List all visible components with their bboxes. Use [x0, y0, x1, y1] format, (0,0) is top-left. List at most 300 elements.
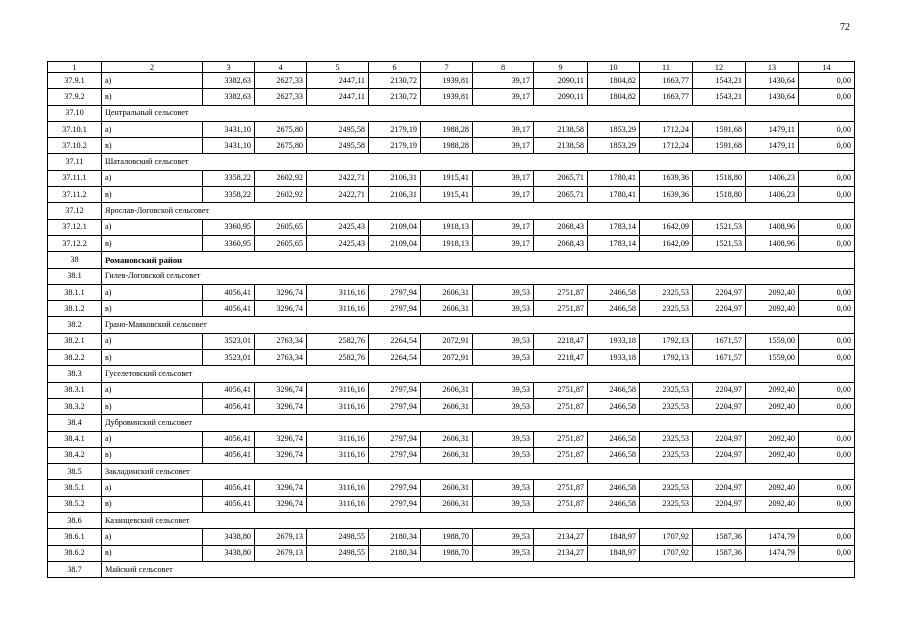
value-cell: 1939,81	[421, 73, 473, 89]
value-cell: 1933,18	[588, 333, 640, 349]
table-row	[48, 187, 855, 203]
value-cell: 1591,68	[693, 121, 746, 137]
value-cell: 39,17	[473, 170, 534, 186]
section-row	[48, 561, 855, 577]
value-cell: 2180,34	[369, 545, 421, 561]
column-header: 11	[640, 62, 693, 73]
value-cell: 2218,47	[534, 350, 588, 366]
value-cell: 2325,53	[640, 382, 693, 398]
value-cell: 0,00	[799, 350, 855, 366]
value-cell: 2092,40	[746, 480, 799, 496]
row-code: 37.11.1	[48, 170, 102, 186]
value-cell: 1712,24	[640, 138, 693, 154]
value-cell: 1642,09	[640, 219, 693, 235]
value-cell: 4056,41	[203, 480, 255, 496]
value-cell: 0,00	[799, 73, 855, 89]
row-code: 38	[48, 252, 102, 268]
row-code: 37.11.2	[48, 187, 102, 203]
table-row	[48, 333, 855, 349]
value-cell: 1518,80	[693, 187, 746, 203]
value-cell: 1642,09	[640, 235, 693, 251]
table-row	[48, 121, 855, 137]
row-label: а)	[102, 382, 203, 398]
section-name: Ярослав-Логовской сельсовет	[102, 203, 855, 219]
row-code: 38.4.2	[48, 447, 102, 463]
column-header: 12	[693, 62, 746, 73]
value-cell: 1543,21	[693, 89, 746, 105]
table-row	[48, 284, 855, 300]
value-cell: 39,53	[473, 496, 534, 512]
value-cell: 2072,91	[421, 350, 473, 366]
value-cell: 2797,94	[369, 301, 421, 317]
value-cell: 1559,00	[746, 350, 799, 366]
row-label: а)	[102, 121, 203, 137]
value-cell: 2606,31	[421, 301, 473, 317]
value-cell: 2751,87	[534, 447, 588, 463]
value-cell: 1915,41	[421, 187, 473, 203]
value-cell: 2422,71	[307, 187, 369, 203]
column-header: 3	[203, 62, 255, 73]
value-cell: 0,00	[799, 219, 855, 235]
value-cell: 3382,63	[203, 89, 255, 105]
value-cell: 3296,74	[255, 284, 307, 300]
value-cell: 0,00	[799, 447, 855, 463]
section-name: Гуселетовский сельсовет	[102, 366, 855, 382]
value-cell: 1430,64	[746, 73, 799, 89]
section-row	[48, 464, 855, 480]
section-name: Майский сельсовет	[102, 561, 855, 577]
district-name: Романовский район	[102, 252, 855, 268]
value-cell: 2797,94	[369, 284, 421, 300]
table-row	[48, 382, 855, 398]
value-cell: 1783,14	[588, 235, 640, 251]
value-cell: 1406,23	[746, 187, 799, 203]
value-cell: 39,17	[473, 187, 534, 203]
value-cell: 1933,18	[588, 350, 640, 366]
value-cell: 2106,31	[369, 187, 421, 203]
value-cell: 39,17	[473, 219, 534, 235]
value-cell: 3431,10	[203, 121, 255, 137]
row-label: в)	[102, 398, 203, 414]
table-row	[48, 73, 855, 89]
value-cell: 2134,27	[534, 529, 588, 545]
value-cell: 1853,29	[588, 138, 640, 154]
value-cell: 1479,11	[746, 121, 799, 137]
value-cell: 2106,31	[369, 170, 421, 186]
value-cell: 2090,11	[534, 89, 588, 105]
value-cell: 2109,04	[369, 219, 421, 235]
row-code: 38.5.1	[48, 480, 102, 496]
value-cell: 2675,80	[255, 138, 307, 154]
value-cell: 2605,65	[255, 219, 307, 235]
value-cell: 1518,80	[693, 170, 746, 186]
table-row	[48, 89, 855, 105]
row-code: 37.10.2	[48, 138, 102, 154]
row-label: в)	[102, 496, 203, 512]
value-cell: 2466,58	[588, 447, 640, 463]
value-cell: 2606,31	[421, 480, 473, 496]
value-cell: 39,53	[473, 333, 534, 349]
value-cell: 2627,33	[255, 73, 307, 89]
table-row	[48, 496, 855, 512]
value-cell: 2068,43	[534, 235, 588, 251]
value-cell: 2751,87	[534, 431, 588, 447]
value-cell: 1780,41	[588, 187, 640, 203]
value-cell: 2065,71	[534, 187, 588, 203]
value-cell: 2751,87	[534, 398, 588, 414]
row-code: 38.7	[48, 561, 102, 577]
header-row	[48, 62, 855, 73]
value-cell: 2605,65	[255, 235, 307, 251]
value-cell: 3296,74	[255, 398, 307, 414]
value-cell: 2495,58	[307, 138, 369, 154]
value-cell: 0,00	[799, 284, 855, 300]
value-cell: 2606,31	[421, 398, 473, 414]
value-cell: 1408,96	[746, 219, 799, 235]
value-cell: 2092,40	[746, 284, 799, 300]
table-row	[48, 529, 855, 545]
row-code: 37.10.1	[48, 121, 102, 137]
value-cell: 1712,24	[640, 121, 693, 137]
value-cell: 39,53	[473, 545, 534, 561]
row-code: 38.1	[48, 268, 102, 284]
value-cell: 2204,97	[693, 284, 746, 300]
table-row	[48, 219, 855, 235]
value-cell: 2204,97	[693, 480, 746, 496]
value-cell: 4056,41	[203, 301, 255, 317]
value-cell: 2582,76	[307, 333, 369, 349]
value-cell: 2627,33	[255, 89, 307, 105]
value-cell: 2204,97	[693, 398, 746, 414]
value-cell: 2606,31	[421, 447, 473, 463]
row-code: 38.3	[48, 366, 102, 382]
column-header: 10	[588, 62, 640, 73]
value-cell: 1591,68	[693, 138, 746, 154]
value-cell: 0,00	[799, 235, 855, 251]
value-cell: 2797,94	[369, 382, 421, 398]
section-row	[48, 317, 855, 333]
value-cell: 39,53	[473, 301, 534, 317]
value-cell: 2072,91	[421, 333, 473, 349]
value-cell: 1988,70	[421, 545, 473, 561]
row-code: 38.6	[48, 513, 102, 529]
value-cell: 2797,94	[369, 447, 421, 463]
page-number: 72	[840, 22, 850, 33]
value-cell: 0,00	[799, 529, 855, 545]
value-cell: 2675,80	[255, 121, 307, 137]
value-cell: 0,00	[799, 301, 855, 317]
row-label: а)	[102, 284, 203, 300]
value-cell: 2447,11	[307, 73, 369, 89]
row-code: 38.5.2	[48, 496, 102, 512]
value-cell: 39,53	[473, 529, 534, 545]
value-cell: 2325,53	[640, 480, 693, 496]
value-cell: 1671,57	[693, 333, 746, 349]
value-cell: 2606,31	[421, 284, 473, 300]
value-cell: 39,17	[473, 138, 534, 154]
value-cell: 3116,16	[307, 496, 369, 512]
column-header: 5	[307, 62, 369, 73]
value-cell: 1587,36	[693, 545, 746, 561]
value-cell: 0,00	[799, 138, 855, 154]
value-cell: 2751,87	[534, 284, 588, 300]
tariff-table	[47, 61, 855, 578]
value-cell: 3360,95	[203, 235, 255, 251]
table-row	[48, 170, 855, 186]
row-code: 38.6.2	[48, 545, 102, 561]
value-cell: 2425,43	[307, 219, 369, 235]
section-name: Закладинский сельсовет	[102, 464, 855, 480]
value-cell: 2679,13	[255, 545, 307, 561]
value-cell: 1918,13	[421, 235, 473, 251]
section-name: Центральный сельсовет	[102, 105, 855, 121]
row-code: 38.1.1	[48, 284, 102, 300]
row-label: а)	[102, 219, 203, 235]
value-cell: 3523,01	[203, 350, 255, 366]
column-header: 7	[421, 62, 473, 73]
value-cell: 1474,79	[746, 545, 799, 561]
section-row	[48, 268, 855, 284]
value-cell: 2751,87	[534, 496, 588, 512]
column-header: 2	[102, 62, 203, 73]
row-label: в)	[102, 138, 203, 154]
value-cell: 1915,41	[421, 170, 473, 186]
value-cell: 3296,74	[255, 480, 307, 496]
row-code: 38.3.1	[48, 382, 102, 398]
value-cell: 3296,74	[255, 431, 307, 447]
row-code: 37.12.2	[48, 235, 102, 251]
value-cell: 4056,41	[203, 431, 255, 447]
value-cell: 1474,79	[746, 529, 799, 545]
value-cell: 1988,28	[421, 138, 473, 154]
value-cell: 4056,41	[203, 496, 255, 512]
value-cell: 1792,13	[640, 333, 693, 349]
row-code: 37.12.1	[48, 219, 102, 235]
column-header: 6	[369, 62, 421, 73]
value-cell: 2797,94	[369, 496, 421, 512]
value-cell: 3116,16	[307, 284, 369, 300]
value-cell: 39,53	[473, 447, 534, 463]
value-cell: 2130,72	[369, 89, 421, 105]
value-cell: 3438,80	[203, 529, 255, 545]
row-code: 37.9.1	[48, 73, 102, 89]
value-cell: 2466,58	[588, 496, 640, 512]
value-cell: 1804,82	[588, 89, 640, 105]
value-cell: 2092,40	[746, 447, 799, 463]
value-cell: 2138,58	[534, 138, 588, 154]
section-name: Дубровинский сельсовет	[102, 415, 855, 431]
row-label: а)	[102, 480, 203, 496]
value-cell: 3116,16	[307, 431, 369, 447]
value-cell: 1521,53	[693, 235, 746, 251]
value-cell: 2134,27	[534, 545, 588, 561]
row-label: в)	[102, 545, 203, 561]
value-cell: 0,00	[799, 170, 855, 186]
column-header: 9	[534, 62, 588, 73]
value-cell: 0,00	[799, 545, 855, 561]
value-cell: 1559,00	[746, 333, 799, 349]
row-code: 38.2.1	[48, 333, 102, 349]
value-cell: 2204,97	[693, 447, 746, 463]
value-cell: 2763,34	[255, 350, 307, 366]
row-code: 38.2.2	[48, 350, 102, 366]
value-cell: 3431,10	[203, 138, 255, 154]
district-row	[48, 252, 855, 268]
table-row	[48, 301, 855, 317]
row-label: а)	[102, 333, 203, 349]
value-cell: 1707,92	[640, 529, 693, 545]
value-cell: 39,17	[473, 89, 534, 105]
table-row	[48, 480, 855, 496]
value-cell: 2425,43	[307, 235, 369, 251]
value-cell: 2751,87	[534, 382, 588, 398]
value-cell: 3360,95	[203, 219, 255, 235]
value-cell: 2466,58	[588, 284, 640, 300]
row-code: 38.1.2	[48, 301, 102, 317]
value-cell: 1663,77	[640, 73, 693, 89]
value-cell: 3382,63	[203, 73, 255, 89]
value-cell: 2204,97	[693, 301, 746, 317]
row-label: а)	[102, 529, 203, 545]
row-code: 38.2	[48, 317, 102, 333]
value-cell: 1939,81	[421, 89, 473, 105]
table-row	[48, 398, 855, 414]
row-code: 37.12	[48, 203, 102, 219]
value-cell: 2466,58	[588, 431, 640, 447]
value-cell: 2264,54	[369, 350, 421, 366]
value-cell: 2447,11	[307, 89, 369, 105]
value-cell: 39,53	[473, 382, 534, 398]
value-cell: 39,17	[473, 73, 534, 89]
row-code: 38.3.2	[48, 398, 102, 414]
value-cell: 2109,04	[369, 235, 421, 251]
value-cell: 1988,28	[421, 121, 473, 137]
value-cell: 2422,71	[307, 170, 369, 186]
value-cell: 2180,34	[369, 529, 421, 545]
row-code: 38.6.1	[48, 529, 102, 545]
value-cell: 0,00	[799, 382, 855, 398]
value-cell: 3296,74	[255, 301, 307, 317]
value-cell: 2065,71	[534, 170, 588, 186]
value-cell: 39,17	[473, 235, 534, 251]
row-label: а)	[102, 431, 203, 447]
value-cell: 2092,40	[746, 496, 799, 512]
value-cell: 3358,22	[203, 187, 255, 203]
row-label: в)	[102, 350, 203, 366]
value-cell: 0,00	[799, 121, 855, 137]
value-cell: 2218,47	[534, 333, 588, 349]
value-cell: 2495,58	[307, 121, 369, 137]
value-cell: 3296,74	[255, 382, 307, 398]
value-cell: 39,53	[473, 480, 534, 496]
value-cell: 2325,53	[640, 431, 693, 447]
value-cell: 3523,01	[203, 333, 255, 349]
section-row	[48, 415, 855, 431]
value-cell: 1848,97	[588, 545, 640, 561]
value-cell: 2582,76	[307, 350, 369, 366]
table-row	[48, 545, 855, 561]
value-cell: 2498,55	[307, 545, 369, 561]
value-cell: 1663,77	[640, 89, 693, 105]
column-header: 13	[746, 62, 799, 73]
value-cell: 2602,92	[255, 187, 307, 203]
value-cell: 3358,22	[203, 170, 255, 186]
value-cell: 0,00	[799, 398, 855, 414]
column-header: 4	[255, 62, 307, 73]
row-code: 38.4.1	[48, 431, 102, 447]
value-cell: 2130,72	[369, 73, 421, 89]
value-cell: 2325,53	[640, 284, 693, 300]
section-row	[48, 203, 855, 219]
value-cell: 0,00	[799, 480, 855, 496]
row-label: в)	[102, 187, 203, 203]
value-cell: 39,17	[473, 121, 534, 137]
value-cell: 0,00	[799, 496, 855, 512]
section-row	[48, 513, 855, 529]
section-row	[48, 366, 855, 382]
value-cell: 1804,82	[588, 73, 640, 89]
section-name: Грано-Маяковский сельсовет	[102, 317, 855, 333]
value-cell: 1918,13	[421, 219, 473, 235]
value-cell: 2751,87	[534, 301, 588, 317]
value-cell: 1587,36	[693, 529, 746, 545]
value-cell: 2466,58	[588, 480, 640, 496]
value-cell: 2325,53	[640, 398, 693, 414]
value-cell: 3438,80	[203, 545, 255, 561]
value-cell: 1853,29	[588, 121, 640, 137]
row-label: в)	[102, 301, 203, 317]
value-cell: 39,53	[473, 284, 534, 300]
value-cell: 2325,53	[640, 301, 693, 317]
value-cell: 2264,54	[369, 333, 421, 349]
value-cell: 2751,87	[534, 480, 588, 496]
row-code: 37.9.2	[48, 89, 102, 105]
value-cell: 1408,96	[746, 235, 799, 251]
value-cell: 2090,11	[534, 73, 588, 89]
value-cell: 1521,53	[693, 219, 746, 235]
value-cell: 2204,97	[693, 496, 746, 512]
value-cell: 4056,41	[203, 447, 255, 463]
value-cell: 2679,13	[255, 529, 307, 545]
row-label: а)	[102, 73, 203, 89]
value-cell: 2763,34	[255, 333, 307, 349]
value-cell: 1707,92	[640, 545, 693, 561]
value-cell: 2606,31	[421, 382, 473, 398]
table-row	[48, 447, 855, 463]
row-code: 38.4	[48, 415, 102, 431]
section-row	[48, 154, 855, 170]
value-cell: 2602,92	[255, 170, 307, 186]
value-cell: 2466,58	[588, 382, 640, 398]
value-cell: 2325,53	[640, 447, 693, 463]
value-cell: 2179,19	[369, 121, 421, 137]
table-row	[48, 235, 855, 251]
value-cell: 2138,58	[534, 121, 588, 137]
value-cell: 2068,43	[534, 219, 588, 235]
value-cell: 2606,31	[421, 431, 473, 447]
value-cell: 2606,31	[421, 496, 473, 512]
value-cell: 3296,74	[255, 496, 307, 512]
value-cell: 3116,16	[307, 480, 369, 496]
value-cell: 4056,41	[203, 284, 255, 300]
row-code: 37.10	[48, 105, 102, 121]
row-code: 38.5	[48, 464, 102, 480]
value-cell: 4056,41	[203, 398, 255, 414]
value-cell: 2325,53	[640, 496, 693, 512]
value-cell: 3296,74	[255, 447, 307, 463]
table-row	[48, 138, 855, 154]
value-cell: 2179,19	[369, 138, 421, 154]
